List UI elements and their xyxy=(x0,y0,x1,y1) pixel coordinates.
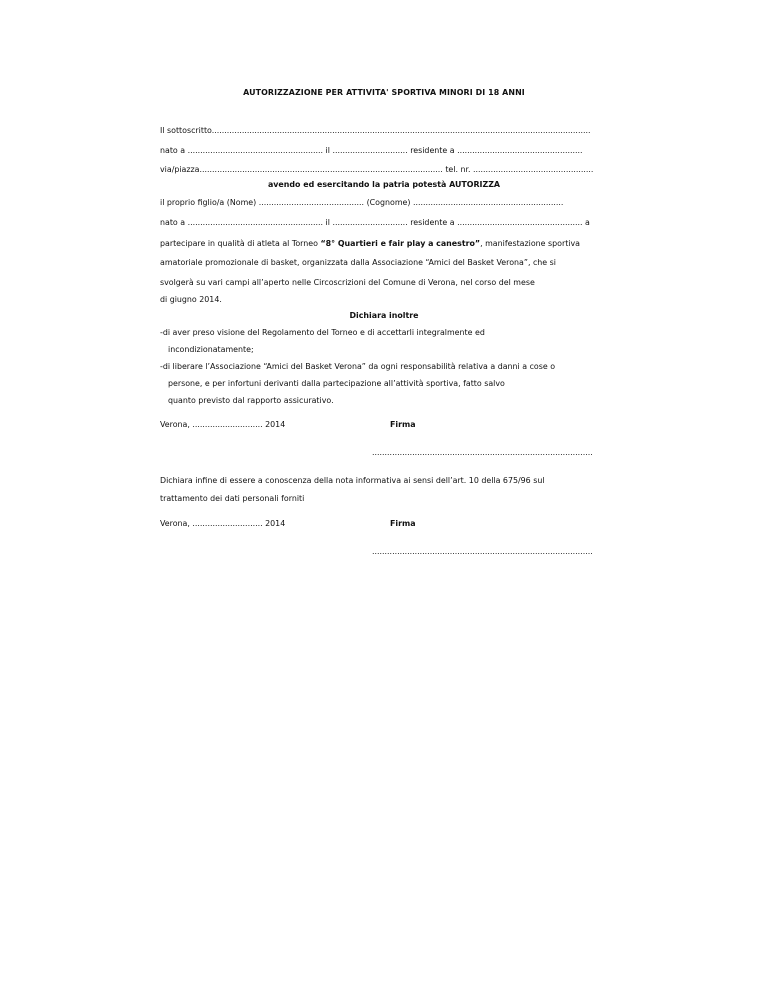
privacy-line-2: trattamento dei dati personali forniti xyxy=(160,494,305,503)
child-name-line: il proprio figlio/a (Nome) .......................................... (Cognome) ............................................................ xyxy=(160,198,564,207)
document-title: AUTORIZZAZIONE PER ATTIVITA' SPORTIVA MINORI DI 18 ANNI xyxy=(243,88,525,97)
signature-line-1: ........................................................................................ xyxy=(372,448,593,457)
authorize-heading: avendo ed esercitando la patria potestà AUTORIZZA xyxy=(267,180,501,189)
place-date-2: Verona, ............................ 2014 xyxy=(160,519,286,528)
participation-paragraph-line-4: di giugno 2014. xyxy=(160,295,222,304)
declaration-2-line-1: -di liberare l’Associazione “Amici del Basket Verona” da ogni responsabilità relativa a danni a cose o xyxy=(160,362,556,371)
participation-text-a: partecipare in qualità di atleta al Torneo xyxy=(160,239,321,248)
address-phone-line: via/piazza................................................................................................. tel. nr. ................................................ xyxy=(160,165,594,174)
child-birth-residence-line: nato a ...................................................... il .............................. residente a .................................................. a xyxy=(160,218,590,227)
birth-residence-line: nato a ...................................................... il .............................. residente a .................................................. xyxy=(160,146,583,155)
participation-text-b: , manifestazione sportiva xyxy=(480,239,581,248)
undersigned-line: Il sottoscritto....................................................................................................................................................... xyxy=(160,126,591,135)
privacy-line-1: Dichiara infine di essere a conoscenza della nota informativa ai sensi dell’art. 10 della 675/96 sul xyxy=(160,476,545,485)
place-date-1: Verona, ............................ 2014 xyxy=(160,420,286,429)
declaration-1-line-1: -di aver preso visione del Regolamento del Torneo e di accettarli integralmente ed xyxy=(160,328,485,337)
declare-heading: Dichiara inoltre xyxy=(349,311,419,320)
participation-paragraph-line-3: svolgerà su vari campi all’aperto nelle Circoscrizioni del Comune di Verona, nel corso del mese xyxy=(160,278,535,287)
signature-label-2: Firma xyxy=(390,519,416,528)
participation-paragraph-line-1 xyxy=(160,239,580,249)
participation-paragraph-line-2: amatoriale promozionale di basket, organizzata dalla Associazione “Amici del Basket Verona”, che si xyxy=(160,258,556,267)
declaration-2-line-3: quanto previsto dal rapporto assicurativo. xyxy=(168,396,334,405)
declaration-1-line-2: incondizionatamente; xyxy=(168,345,254,354)
tournament-name: “8° Quartieri e fair play a canestro” xyxy=(320,239,481,248)
signature-line-2: ........................................................................................ xyxy=(372,547,593,556)
declaration-2-line-2: persone, e per infortuni derivanti dalla partecipazione all’attività sportiva, fatto salvo xyxy=(168,379,505,388)
signature-label-1: Firma xyxy=(390,420,416,429)
